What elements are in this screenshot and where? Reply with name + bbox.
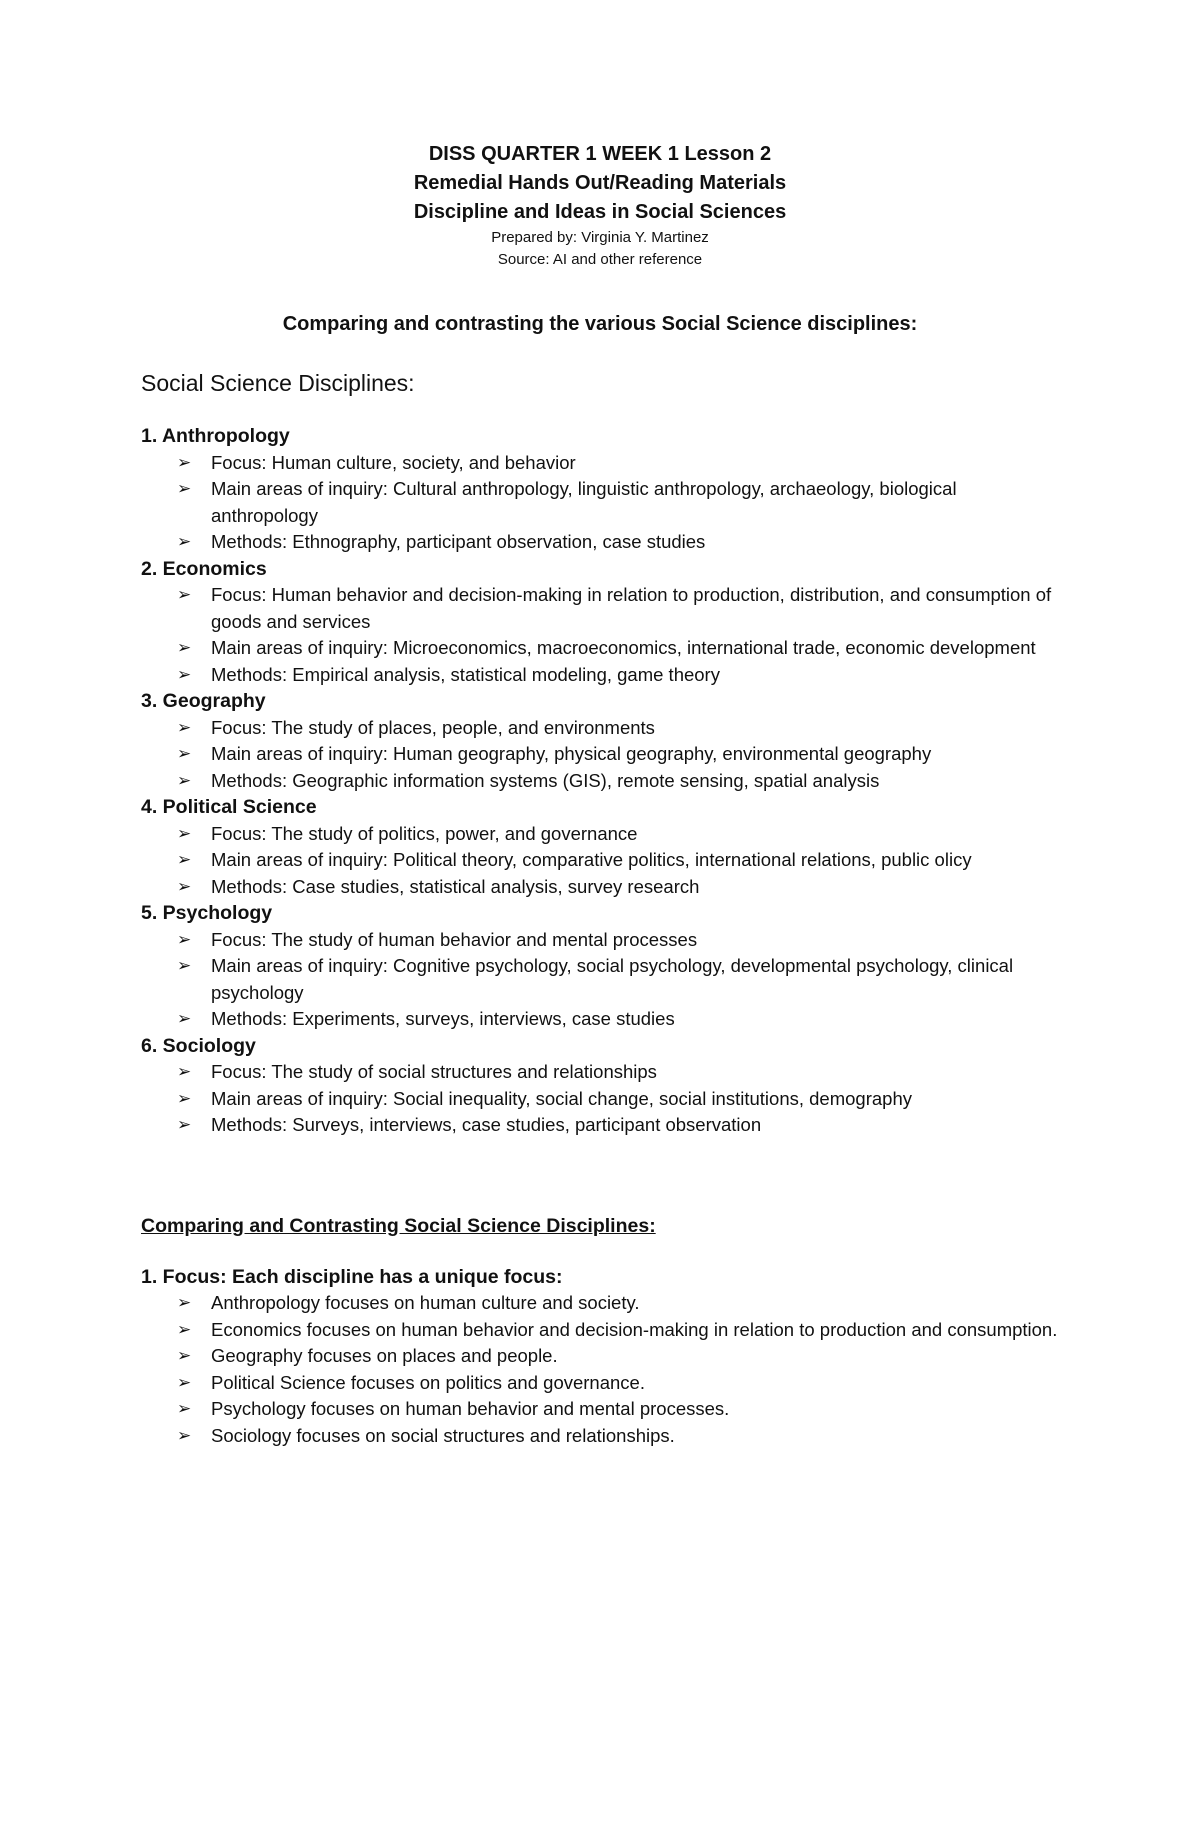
discipline-title: 6. Sociology — [141, 1034, 256, 1057]
discipline-block — [141, 900, 1061, 1033]
discipline-title: 2. Economics — [141, 557, 267, 580]
header-prepared-by: Prepared by: Virginia Y. Martinez — [491, 229, 709, 246]
arrow-bullet-icon: ➢ — [177, 479, 192, 498]
discipline-block — [141, 688, 1061, 794]
list-item-text: Main areas of inquiry: Cognitive psychology, social psychology, developmental psychology, clinical psychology — [211, 955, 1014, 1003]
header-title-line1: DISS QUARTER 1 WEEK 1 Lesson 2 — [428, 143, 772, 165]
arrow-bullet-icon: ➢ — [177, 850, 192, 869]
list-item — [141, 662, 1061, 689]
arrow-bullet-icon: ➢ — [177, 823, 192, 843]
list-item-text: Main areas of inquiry: Social inequality, social change, social institutions, demography — [211, 1087, 912, 1109]
arrow-bullet-icon: ➢ — [177, 717, 192, 737]
arrow-bullet-icon: ➢ — [177, 770, 192, 790]
discipline-block — [141, 794, 1061, 900]
list-item — [141, 1112, 1061, 1139]
arrow-bullet-icon: ➢ — [177, 1425, 192, 1445]
section-title: Social Science Disciplines: — [141, 370, 415, 396]
arrow-bullet-icon: ➢ — [177, 532, 192, 551]
list-item-text: Anthropology focuses on human culture and society. — [211, 1292, 640, 1313]
arrow-bullet-icon: ➢ — [177, 1088, 192, 1108]
list-item — [141, 582, 1061, 635]
list-item — [141, 821, 1061, 848]
header-title-line3: Discipline and Ideas in Social Sciences — [413, 201, 787, 223]
list-item-text: Methods: Case studies, statistical analysis, survey research — [211, 875, 700, 897]
list-item — [141, 1290, 1061, 1317]
arrow-bullet-icon: ➢ — [177, 664, 192, 684]
document-header — [0, 140, 1200, 271]
discipline-title: 1. Anthropology — [141, 425, 290, 447]
list-item-text: Main areas of inquiry: Human geography, physical geography, environmental geography — [211, 743, 932, 764]
discipline-bullets — [141, 450, 1061, 556]
comparison-point-title: 1. Focus: Each discipline has a unique focus: — [141, 1265, 563, 1288]
discipline-bullets — [141, 1059, 1061, 1139]
list-item-text: Political Science focuses on politics and governance. — [211, 1371, 645, 1393]
discipline-block — [141, 1033, 1061, 1139]
arrow-bullet-icon: ➢ — [177, 1009, 192, 1028]
list-item — [141, 715, 1061, 742]
arrow-bullet-icon: ➢ — [177, 1372, 192, 1392]
arrow-bullet-icon: ➢ — [177, 638, 192, 657]
list-item-text: Focus: The study of social structures and relationships — [211, 1061, 657, 1082]
discipline-title: 4. Political Science — [141, 796, 317, 818]
list-item — [141, 450, 1061, 477]
list-item-text: Economics focuses on human behavior and decision-making in relation to production and consumption. — [211, 1318, 1058, 1340]
discipline-block — [141, 556, 1061, 689]
list-item-text: Focus: Human behavior and decision-making in relation to production, distribution, and consumption of goods and services — [211, 584, 1052, 632]
comparison-subheading: Comparing and contrasting the various Social Science disciplines: — [282, 313, 918, 335]
list-item — [141, 953, 1061, 1006]
list-item-text: Focus: The study of politics, power, and governance — [211, 822, 638, 844]
list-item — [141, 768, 1061, 795]
list-item-text: Methods: Geographic information systems (GIS), remote sensing, spatial analysis — [211, 769, 880, 791]
list-item-text: Sociology focuses on social structures and relationships. — [211, 1424, 675, 1446]
list-item — [141, 635, 1061, 662]
list-item — [141, 476, 1061, 529]
list-item-text: Methods: Empirical analysis, statistical modeling, game theory — [211, 663, 720, 685]
list-item-text: Methods: Ethnography, participant observation, case studies — [211, 531, 706, 552]
arrow-bullet-icon: ➢ — [177, 1399, 192, 1418]
list-item — [141, 874, 1061, 901]
list-item — [141, 1343, 1061, 1370]
list-item-text: Psychology focuses on human behavior and mental processes. — [211, 1398, 730, 1419]
list-item-text: Geography focuses on places and people. — [211, 1345, 558, 1366]
comparison-title: Comparing and Contrasting Social Science Disciplines: — [141, 1214, 656, 1237]
discipline-title: 5. Psychology — [141, 902, 273, 924]
arrow-bullet-icon: ➢ — [177, 1293, 192, 1312]
discipline-bullets — [141, 715, 1061, 795]
arrow-bullet-icon: ➢ — [177, 1062, 192, 1081]
list-item-text: Main areas of inquiry: Microeconomics, macroeconomics, international trade, economic development — [211, 637, 1036, 658]
list-item — [141, 529, 1061, 556]
list-item — [141, 1423, 1061, 1450]
document-body — [141, 370, 1061, 1449]
discipline-list — [141, 423, 1061, 1139]
arrow-bullet-icon: ➢ — [177, 452, 192, 472]
list-item — [141, 1370, 1061, 1397]
list-item-text: Main areas of inquiry: Political theory, comparative politics, international relations, public olicy — [211, 849, 972, 870]
list-item-text: Methods: Surveys, interviews, case studies, participant observation — [211, 1114, 762, 1135]
header-source: Source: AI and other reference — [497, 251, 703, 268]
arrow-bullet-icon: ➢ — [177, 744, 192, 763]
list-item — [141, 1006, 1061, 1033]
arrow-bullet-icon: ➢ — [177, 956, 192, 975]
list-item — [141, 927, 1061, 954]
arrow-bullet-icon: ➢ — [177, 876, 192, 896]
arrow-bullet-icon: ➢ — [177, 1115, 192, 1134]
discipline-bullets — [141, 821, 1061, 901]
list-item-text: Focus: The study of places, people, and environments — [211, 716, 655, 738]
discipline-title: 3. Geography — [141, 690, 266, 712]
list-item-text: Main areas of inquiry: Cultural anthropology, linguistic anthropology, archaeology, biological anthropology — [211, 478, 957, 526]
list-item-text: Focus: The study of human behavior and mental processes — [211, 928, 698, 950]
list-item — [141, 1086, 1061, 1113]
discipline-bullets — [141, 582, 1061, 688]
arrow-bullet-icon: ➢ — [177, 585, 192, 604]
list-item — [141, 741, 1061, 768]
arrow-bullet-icon: ➢ — [177, 1319, 192, 1339]
header-title-line2: Remedial Hands Out/Reading Materials — [413, 172, 787, 194]
discipline-block — [141, 423, 1061, 556]
list-item — [141, 1317, 1061, 1344]
arrow-bullet-icon: ➢ — [177, 1346, 192, 1365]
arrow-bullet-icon: ➢ — [177, 929, 192, 949]
list-item — [141, 1059, 1061, 1086]
list-item-text: Focus: Human culture, society, and behavior — [211, 451, 576, 473]
list-item — [141, 847, 1061, 874]
comparison-bullets — [141, 1290, 1061, 1449]
comparison-section — [141, 1215, 1061, 1450]
discipline-bullets — [141, 927, 1061, 1033]
list-item-text: Methods: Experiments, surveys, interviews, case studies — [211, 1008, 675, 1029]
list-item — [141, 1396, 1061, 1423]
